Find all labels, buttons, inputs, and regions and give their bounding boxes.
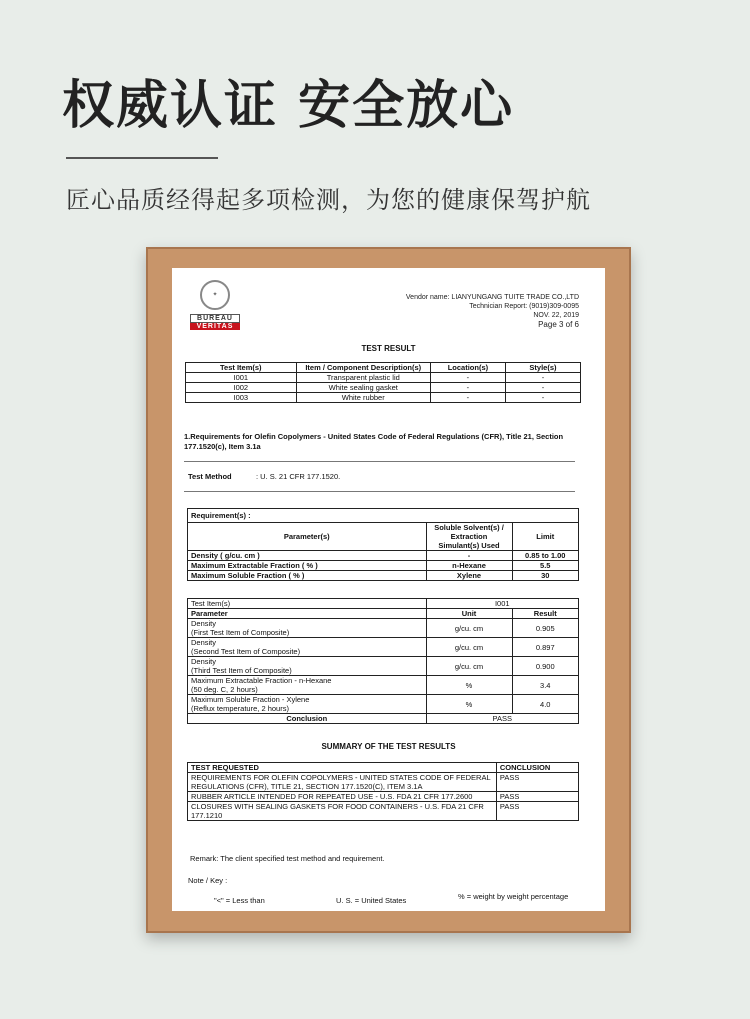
req-header: Soluble Solvent(s) / Extraction Simulant(s) Used — [426, 523, 512, 551]
table-row — [188, 773, 579, 792]
summary-test: CLOSURES WITH SEALING GASKETS FOR FOOD CONTAINERS - U.S. FDA 21 CFR 177.1210 — [188, 802, 497, 821]
test-item-value: I001 — [426, 599, 579, 609]
cell: Maximum Soluble Fraction ( % ) — [188, 571, 427, 581]
requirement-heading: 1.Requirements for Olefin Copolymers - United States Code of Federal Regulations (CFR), Title 21, Section 177.1520(c), Item 3.1a — [184, 432, 564, 451]
unit: % — [426, 695, 512, 714]
result: 0.900 — [512, 657, 578, 676]
items-header: Item / Component Description(s) — [296, 363, 430, 373]
unit: g/cu. cm — [426, 638, 512, 657]
param-note: (50 deg. C, 2 hours) — [191, 685, 258, 694]
unit: % — [426, 676, 512, 695]
test-item-label: Test Item(s) — [188, 599, 427, 609]
param: Density — [191, 657, 217, 666]
cell: Transparent plastic lid — [296, 373, 430, 383]
table-row — [188, 802, 579, 821]
table-row — [188, 695, 579, 714]
summary-conclusion: PASS — [496, 802, 578, 821]
result: 3.4 — [512, 676, 578, 695]
results-table — [187, 598, 579, 724]
cell: Density ( g/cu. cm ) — [188, 551, 427, 561]
param: Density — [191, 619, 217, 628]
cell: 30 — [512, 571, 578, 581]
table-row — [188, 657, 579, 676]
summary-conclusion: PASS — [496, 792, 578, 802]
table-row — [186, 393, 581, 403]
cell: - — [430, 393, 505, 403]
unit: g/cu. cm — [426, 657, 512, 676]
divider — [184, 491, 575, 492]
conclusion-label: Conclusion — [188, 714, 427, 724]
test-method-value: : U. S. 21 CFR 177.1520. — [256, 472, 341, 481]
vendor-block — [406, 293, 579, 329]
summary-table — [187, 762, 579, 821]
param-note: (First Test Item of Composite) — [191, 628, 290, 637]
note-less-than: "<" = Less than — [214, 896, 265, 905]
param: Maximum Soluble Fraction - Xylene — [191, 695, 310, 704]
page-number: Page 3 of 6 — [538, 320, 579, 329]
summary-header: CONCLUSION — [496, 763, 578, 773]
logo-text-bureau: BUREAU — [190, 314, 240, 323]
cell: 5.5 — [512, 561, 578, 571]
cell: - — [505, 393, 580, 403]
result: 4.0 — [512, 695, 578, 714]
cell: - — [505, 383, 580, 393]
result: 0.897 — [512, 638, 578, 657]
items-table — [185, 362, 581, 403]
result: 0.905 — [512, 619, 578, 638]
conclusion-value: PASS — [426, 714, 579, 724]
cell: White sealing gasket — [296, 383, 430, 393]
cell: White rubber — [296, 393, 430, 403]
note-key: Note / Key : — [188, 876, 228, 885]
test-report-document — [172, 268, 605, 911]
cell: 0.85 to 1.00 — [512, 551, 578, 561]
requirements-title: Requirement(s) : — [188, 509, 579, 523]
cell: n-Hexane — [426, 561, 512, 571]
subline: 匠心品质经得起多项检测，为您的健康保驾护航 — [66, 186, 591, 214]
summary-header: TEST REQUESTED — [188, 763, 497, 773]
items-header: Style(s) — [505, 363, 580, 373]
cell: I003 — [186, 393, 297, 403]
summary-test: REQUIREMENTS FOR OLEFIN COPOLYMERS - UNITED STATES CODE OF FEDERAL REGULATIONS (CFR), TITLE 21, SECTION 177.1520(C), ITEM 3.1A — [188, 773, 497, 792]
test-method-label: Test Method — [188, 472, 232, 481]
cell: Maximum Extractable Fraction ( % ) — [188, 561, 427, 571]
table-row — [186, 373, 581, 383]
table-row — [188, 571, 579, 581]
seal-icon: ✦ — [200, 280, 230, 310]
technician-report: Technician Report: (9019)309-0095 — [469, 303, 579, 310]
param-note: (Second Test Item of Composite) — [191, 647, 301, 656]
table-row — [186, 383, 581, 393]
cell: - — [505, 373, 580, 383]
req-header: Parameter(s) — [188, 523, 427, 551]
table-row — [188, 676, 579, 695]
items-header: Location(s) — [430, 363, 505, 373]
logo-text-veritas: VERITAS — [190, 323, 240, 330]
note-us: U. S. = United States — [336, 896, 407, 905]
results-header: Result — [512, 609, 578, 619]
headline: 权威认证 安全放心 — [62, 76, 515, 136]
unit: g/cu. cm — [426, 619, 512, 638]
table-row — [188, 792, 579, 802]
vendor-name: Vendor name: LIANYUNGANG TUITE TRADE CO.,LTD — [405, 294, 579, 301]
divider — [184, 461, 575, 462]
test-result-title: TEST RESULT — [361, 344, 416, 353]
table-row — [188, 551, 579, 561]
remark: Remark: The client specified test method and requirement. — [190, 854, 385, 863]
note-percent: % = weight by weight percentage — [458, 892, 569, 901]
results-header: Unit — [426, 609, 512, 619]
param-note: (Third Test Item of Composite) — [191, 666, 292, 675]
cell: - — [426, 551, 512, 561]
param: Maximum Extractable Fraction - n-Hexane — [191, 676, 332, 685]
report-date: NOV. 22, 2019 — [533, 312, 579, 319]
summary-test: RUBBER ARTICLE INTENDED FOR REPEATED USE - U.S. FDA 21 CFR 177.2600 — [188, 792, 497, 802]
bureau-veritas-logo — [190, 280, 240, 346]
requirements-table — [187, 508, 579, 581]
param: Density — [191, 638, 217, 647]
summary-conclusion: PASS — [496, 773, 578, 792]
param-note: (Reflux temperature, 2 hours) — [191, 704, 289, 713]
items-header: Test Item(s) — [186, 363, 297, 373]
cell: I001 — [186, 373, 297, 383]
summary-title: SUMMARY OF THE TEST RESULTS — [321, 742, 456, 751]
results-header: Parameter — [188, 609, 427, 619]
cell: I002 — [186, 383, 297, 393]
cell: - — [430, 373, 505, 383]
table-row — [188, 638, 579, 657]
table-row — [188, 561, 579, 571]
req-header: Limit — [512, 523, 578, 551]
table-row — [188, 619, 579, 638]
cell: Xylene — [426, 571, 512, 581]
divider — [66, 157, 218, 159]
cell: - — [430, 383, 505, 393]
